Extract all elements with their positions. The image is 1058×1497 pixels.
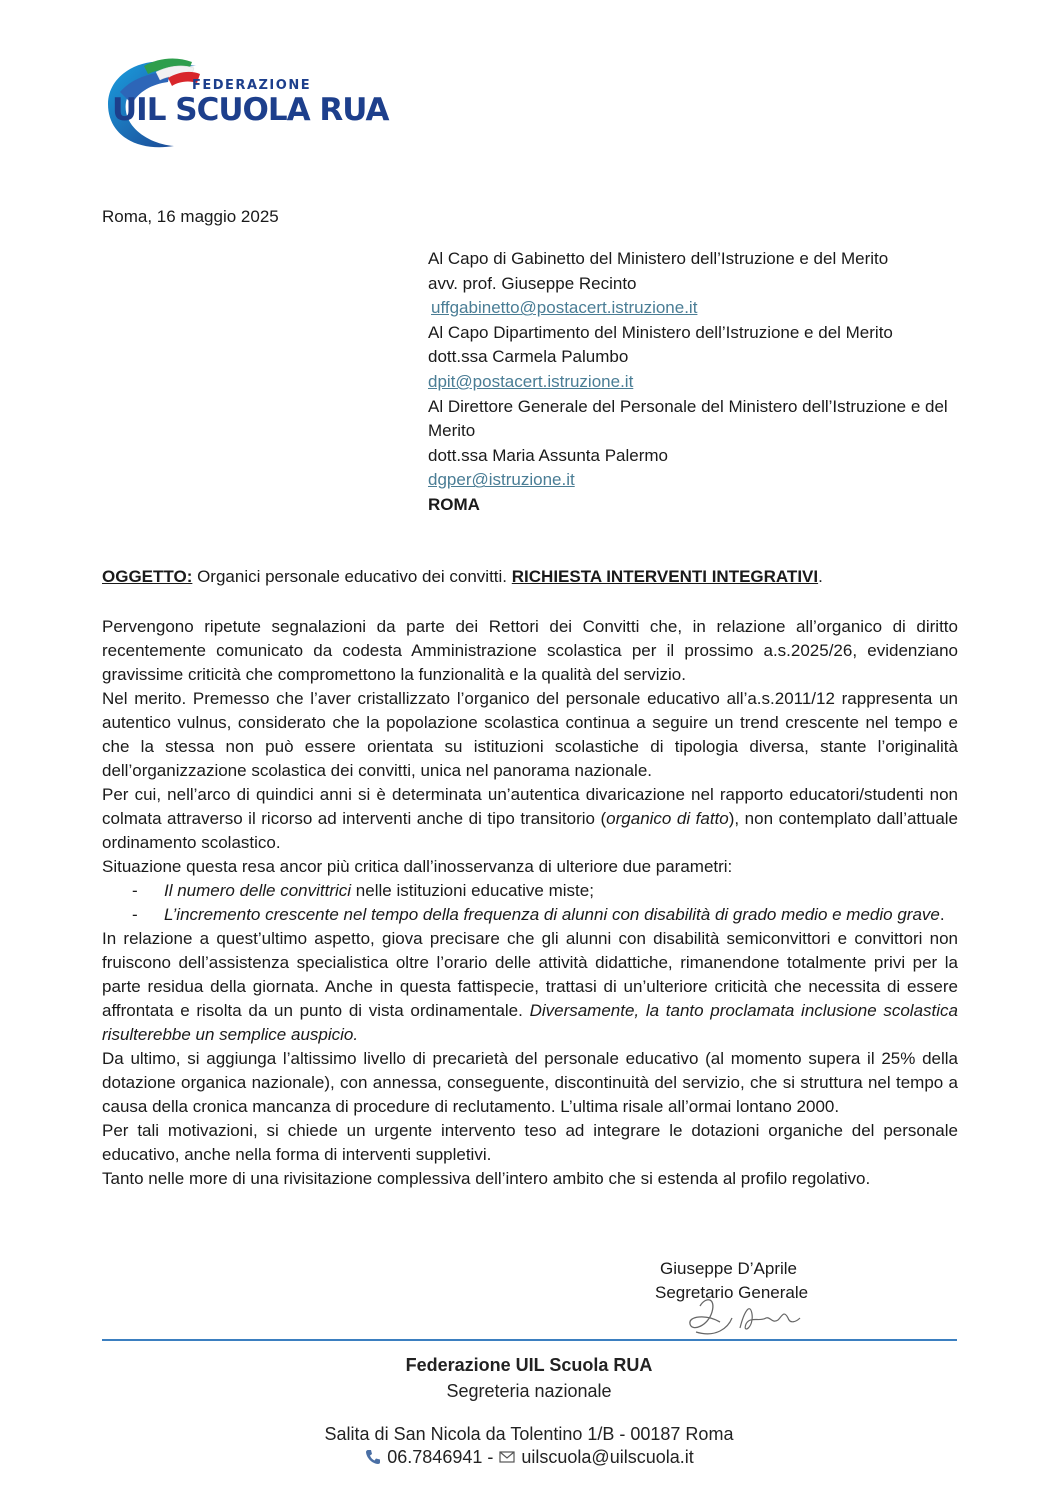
footer-address: Salita di San Nicola da Tolentino 1/B - 00187 Roma bbox=[324, 1424, 734, 1444]
recipient-email-link[interactable]: dpit@postacert.istruzione.it bbox=[428, 371, 634, 391]
recipient-email-link[interactable]: uffgabinetto@postacert.istruzione.it bbox=[431, 298, 698, 318]
paragraph: Per tali motivazioni, si chiede un urgente intervento teso ad integrare le dotazioni organiche del personale educativo, anche nella forma di interventi suppletivi. bbox=[102, 1121, 958, 1164]
letter-body bbox=[102, 615, 958, 1191]
paragraph-text: ), non contemplato dall’attuale ordinamento scolastico. bbox=[102, 809, 959, 852]
recipient-email-link[interactable]: dgper@istruzione.it bbox=[428, 470, 575, 490]
handwritten-signature-icon bbox=[686, 1288, 806, 1344]
footer-separator: - bbox=[482, 1447, 499, 1467]
footer-email[interactable]: uilscuola@uilscuola.it bbox=[521, 1447, 694, 1467]
paragraph-italic: organico di fatto bbox=[606, 809, 729, 828]
paragraph: Situazione questa resa ancor più critica dall’inosservanza di ulteriore due parametri: bbox=[102, 857, 733, 876]
signatory-name: Giuseppe D’Aprile bbox=[660, 1259, 798, 1278]
paragraph: Nel merito. Premesso che l’aver cristallizzato l’organico del personale educativo all’a.s.2011/12 rappresenta un autentico vulnus, considerato che la popolazione scolastica continua a seguire un trend crescente nel tempo e che la stessa non può essere orientata su istituzioni scolastiche di tipologia diversa, stante l’originalità dell’organizzazione scolastica dei convitti, unica nel panorama nazionale. bbox=[102, 689, 958, 780]
paragraph: Pervengono ripetute segnalazioni da parte dei Rettori dei Convitti che, in relazione all’organico di diritto recentemente comunicato da codesta Amministrazione scolastica per il prossimo a.s.2025/26, evidenziano gravissime criticità che compromettono la funzionalità e la qualità del servizio. bbox=[102, 617, 958, 684]
paragraph-italic: Diversamente, la tanto proclamata inclusione scolastica risulterebbe un semplice auspicio. bbox=[102, 1001, 958, 1044]
logo-text-small: FEDERAZIONE bbox=[192, 78, 312, 93]
paragraph-text: In relazione a quest’ultimo aspetto, giova precisare che gli alunni con disabilità semiconvittori e convittori non fruiscono dell’assistenza specialistica oltre l’orario delle attività didattiche, rimanendone totalmente privi per la parte residua della giornata. Anche in questa fattispecie, trattasi di un’ulteriore criticità che necessita di essere affrontata e risolta da un punto di vista ordinamentale. bbox=[102, 929, 958, 1020]
paragraph-text: Per cui, nell’arco di quindici anni si è determinata un’autentica divaricazione nel rapporto educatori/studenti non colmata attraverso il ricorso ad interventi anche di tipo transitorio ( bbox=[102, 785, 958, 828]
letter-date: Roma, 16 maggio 2025 bbox=[102, 207, 279, 226]
recipients-block bbox=[428, 247, 968, 518]
list-item-italic: Il numero delle convittrici bbox=[164, 881, 352, 900]
footer-dept: Segreteria nazionale bbox=[446, 1381, 612, 1401]
footer-org: Federazione UIL Scuola RUA bbox=[405, 1355, 653, 1375]
paragraph: Tanto nelle more di una rivisitazione complessiva dell’intero ambito che si estenda al profilo regolativo. bbox=[102, 1169, 871, 1188]
recipient-city: ROMA bbox=[428, 494, 480, 514]
subject-end: . bbox=[818, 567, 823, 586]
paragraph bbox=[102, 927, 958, 1047]
recipient-line: Al Capo Dipartimento del Ministero dell’Istruzione e del Merito bbox=[428, 322, 893, 342]
logo-text-big: UIL SCUOLA RUA bbox=[112, 92, 389, 128]
footer-phone: 06.7846941 bbox=[387, 1447, 483, 1467]
subject-text: Organici personale educativo dei convitti. bbox=[192, 567, 512, 586]
subject-label: OGGETTO: bbox=[102, 567, 193, 586]
paragraph: Da ultimo, si aggiunga l’altissimo livello di precarietà del personale educativo (al momento supera il 25% della dotazione organica nazionale), con annessa, conseguente, discontinuità del servizio, che si struttura nel tempo a causa della cronica mancanza di procedure di reclutamento. L’ultima risale all’ormai lontano 2000. bbox=[102, 1049, 958, 1116]
footer-contacts bbox=[0, 1447, 1058, 1468]
recipient-line: dott.ssa Carmela Palumbo bbox=[428, 347, 629, 367]
list-item-text: . bbox=[939, 905, 945, 924]
list-item: - Il numero delle convittrici nelle istituzioni educative miste; bbox=[132, 881, 594, 900]
list-item: - L’incremento crescente nel tempo della frequenza di alunni con disabilità di grado medio e medio grave. bbox=[132, 905, 945, 924]
uil-logo bbox=[98, 52, 428, 156]
signatory-role: Segretario Generale bbox=[655, 1283, 809, 1302]
footer-divider bbox=[102, 1339, 957, 1341]
recipient-line: dott.ssa Maria Assunta Palermo bbox=[428, 445, 669, 465]
subject-emphasis: RICHIESTA INTERVENTI INTEGRATIVI bbox=[511, 567, 819, 586]
phone-icon bbox=[364, 1448, 382, 1466]
subject-line bbox=[102, 567, 823, 587]
envelope-icon bbox=[498, 1448, 516, 1466]
list-item-text: nelle istituzioni educative miste; bbox=[351, 881, 594, 900]
bullet-list bbox=[102, 879, 958, 927]
list-item-italic: L’incremento crescente nel tempo della frequenza di alunni con disabilità di grado medio e medio grave bbox=[164, 905, 940, 924]
recipient-line: Al Direttore Generale del Personale del Ministero dell’Istruzione e del Merito bbox=[428, 396, 948, 441]
paragraph bbox=[102, 783, 958, 855]
recipient-line: avv. prof. Giuseppe Recinto bbox=[428, 273, 637, 293]
recipient-line: Al Capo di Gabinetto del Ministero dell’Istruzione e del Merito bbox=[428, 249, 889, 268]
